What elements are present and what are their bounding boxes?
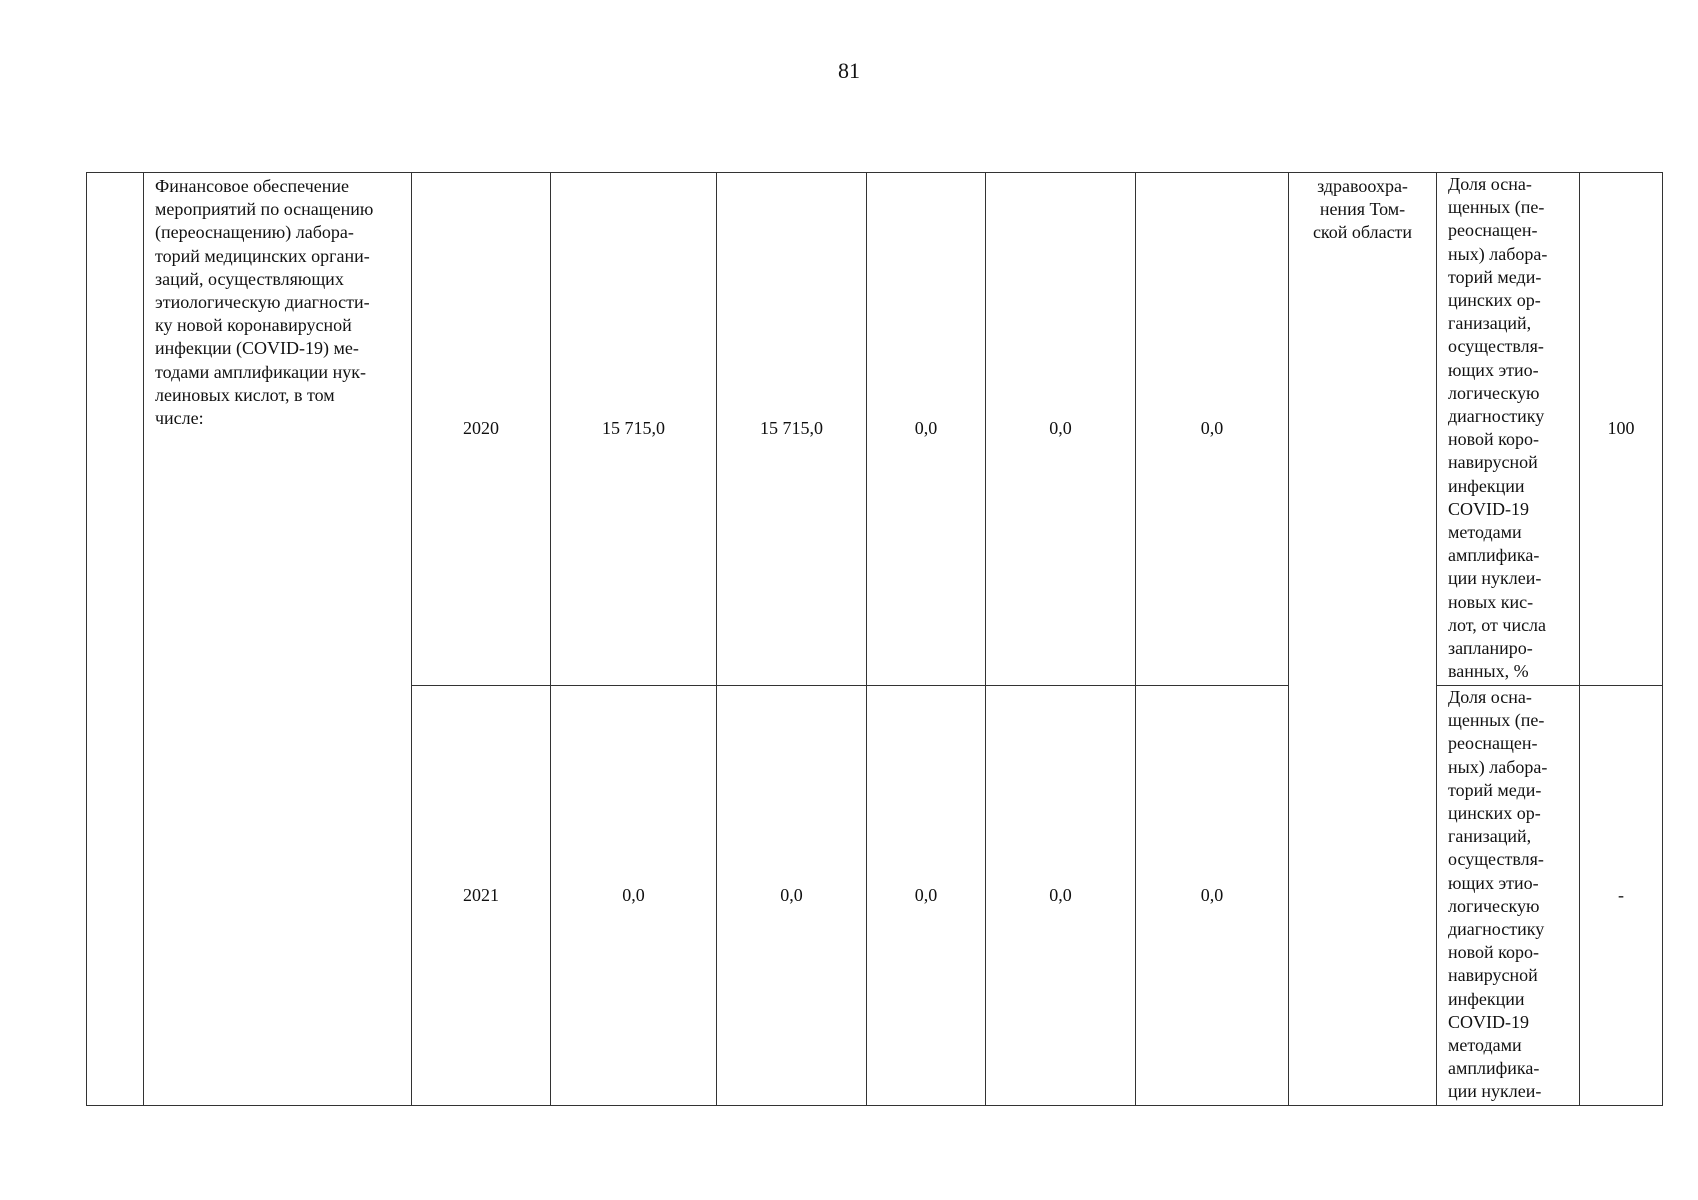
text-line: ции нуклеи- [1448,568,1542,589]
indicator-name [1448,173,1575,683]
text-line: торий медицинских органи- [155,245,370,266]
text-line: ющих этио- [1448,872,1539,893]
text-line: инфекции [1448,475,1525,496]
text-line: Доля осна- [1448,687,1532,707]
row-number-cell [87,173,144,1106]
text-line: новой коро- [1448,429,1539,450]
indicator-name [1448,686,1575,1104]
text-line: торий меди- [1448,266,1542,287]
text-line: логическую [1448,895,1540,916]
indicator-value-cell: 100 [1580,173,1663,686]
funding-source-3-cell: 0,0 [986,173,1136,686]
text-line: осуществля- [1448,849,1544,870]
funding-source-3-cell: 0,0 [986,686,1136,1106]
text-line: логическую [1448,382,1540,403]
text-line: ганизаций, [1448,826,1532,847]
funding-source-1-cell: 15 715,0 [717,173,867,686]
text-line: COVID-19 [1448,498,1529,519]
measure-description-cell [144,173,412,1106]
measures-table [86,172,1663,1106]
text-line: цинских ор- [1448,803,1541,824]
text-line: леиновых кислот, в том [155,384,335,405]
text-line: числе: [155,408,204,429]
text-line: щенных (пе- [1448,197,1545,218]
text-line: методами [1448,522,1522,543]
text-line: новых кис- [1448,591,1534,612]
text-line: новой коро- [1448,942,1539,963]
year-cell: 2021 [412,686,551,1106]
text-line: ющих этио- [1448,359,1539,380]
text-line: амплифика- [1448,1058,1540,1079]
text-line: осуществля- [1448,336,1544,357]
total-funding-cell: 0,0 [551,686,717,1106]
year-cell: 2020 [412,173,551,686]
text-line: реоснащен- [1448,733,1538,754]
text-line: ганизаций, [1448,313,1532,334]
total-funding-cell: 15 715,0 [551,173,717,686]
text-line: инфекции (COVID-19) ме- [155,338,359,359]
text-line: COVID-19 [1448,1011,1529,1032]
text-line: тодами амплификации нук- [155,361,366,382]
text-line: инфекции [1448,988,1525,1009]
text-line: этиологическую диагности- [155,292,370,313]
indicator-cell [1437,686,1580,1106]
text-line: цинских ор- [1448,290,1541,311]
text-line: торий меди- [1448,779,1542,800]
text-line: методами [1448,1035,1522,1056]
text-line: ванных, % [1448,661,1529,682]
executor-cell [1289,173,1437,1106]
indicator-cell [1437,173,1580,686]
table-row-2020 [87,173,1663,686]
funding-source-4-cell: 0,0 [1136,686,1289,1106]
executor-name [1293,175,1432,245]
text-line: (переоснащению) лабора- [155,222,354,243]
text-line: лот, от числа [1448,614,1547,635]
funding-source-2-cell: 0,0 [867,173,986,686]
page-number: 81 [838,58,860,83]
text-line: ных) лабора- [1448,243,1548,264]
text-line: Финансовое обеспечение [155,176,350,196]
funding-source-1-cell: 0,0 [717,686,867,1106]
text-line: ных) лабора- [1448,756,1548,777]
text-line: здравоохра- [1317,176,1408,196]
indicator-value-cell: - [1580,686,1663,1106]
text-line: ской области [1312,222,1413,243]
funding-source-4-cell: 0,0 [1136,173,1289,686]
text-line: заций, осуществляющих [155,268,344,289]
measure-description [155,175,405,430]
text-line: ку новой коронавирусной [155,315,352,336]
text-line: нения Том- [1319,199,1406,220]
funding-source-2-cell: 0,0 [867,686,986,1106]
text-line: щенных (пе- [1448,710,1545,731]
text-line: амплифика- [1448,545,1540,566]
text-line: реоснащен- [1448,220,1538,241]
text-line: Доля осна- [1448,174,1532,194]
text-line: ции нуклеи- [1448,1081,1542,1102]
text-line: диагностику [1448,406,1545,427]
text-line: диагностику [1448,919,1545,940]
text-line: мероприятий по оснащению [155,199,374,220]
text-line: навирусной [1448,452,1538,473]
text-line: запланиро- [1448,638,1533,659]
text-line: навирусной [1448,965,1538,986]
